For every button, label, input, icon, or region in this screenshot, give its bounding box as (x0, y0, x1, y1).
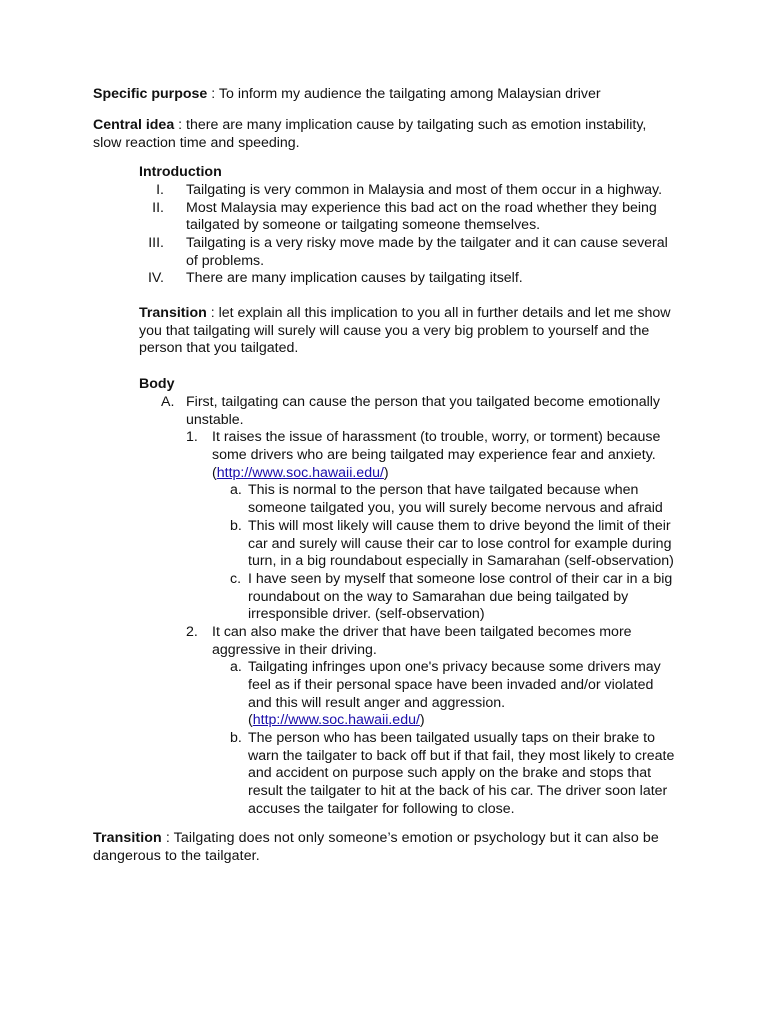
intro-item-2 (0, 200, 768, 218)
outline-marker: A. (161, 394, 175, 410)
transition-1-line-3: person that you tailgated. (139, 340, 299, 357)
intro-item-1 (0, 182, 768, 200)
outline-text: accuses the tailgater for following to close. (248, 800, 515, 817)
body-point-a-1-source (0, 465, 768, 483)
source-link[interactable]: http://www.soc.hawaii.edu/ (252, 712, 420, 729)
intro-item-number: II. (152, 199, 164, 216)
outline-text: The person who has been tailgated usually taps on their brake to (248, 730, 655, 747)
outline-text: I have seen by myself that someone lose control of their car in a big (248, 570, 673, 587)
intro-item-3-cont (0, 253, 768, 271)
specific-purpose-text: : To inform my audience the tailgating among Malaysian driver (207, 86, 601, 102)
body-point-a-1-c (0, 571, 768, 589)
transition-1-line-2: you that tailgating will surely will cause you a very big problem to yourself and the (139, 322, 650, 339)
outline-text: This is normal to the person that have tailgated because when (248, 482, 639, 499)
body-point-a-2 (0, 624, 768, 642)
introduction-heading (139, 164, 739, 182)
outline-text: This will most likely will cause them to drive beyond the limit of their (248, 517, 671, 534)
body-title: Body (139, 376, 175, 392)
intro-item-4 (0, 270, 768, 288)
intro-item-number: IV. (147, 270, 164, 287)
specific-purpose (93, 86, 693, 104)
intro-item-2-cont (0, 217, 768, 235)
specific-purpose-label: Specific purpose (93, 86, 208, 102)
outline-text: aggressive in their driving. (212, 641, 377, 658)
transition-2 (93, 830, 693, 865)
transition-2-line-2: dangerous to the tailgater. (93, 847, 260, 864)
paren-close: ) (383, 464, 389, 481)
body-point-a-2-b-cont-4 (0, 801, 768, 819)
outline-marker: b. (230, 730, 242, 747)
body-outline (0, 394, 768, 819)
transition-1-label: Transition (139, 305, 207, 321)
transition-2-label: Transition (93, 830, 162, 846)
intro-item-number: I. (156, 182, 164, 198)
body-point-a-2-b-cont-2 (0, 765, 768, 783)
outline-text: turn, in a big roundabout especially in Samarahan (self-observation) (248, 553, 674, 570)
outline-text: Tailgating infringes upon one's privacy because some drivers may (248, 659, 661, 676)
outline-text: roundabout on the way to Samarahan due being tailgated by (248, 588, 629, 605)
outline-text: First, tailgating can cause the person that you tailgated become emotionally (186, 394, 660, 410)
body-point-a-2-cont (0, 642, 768, 660)
outline-text: irresponsible driver. (self-observation) (248, 606, 485, 623)
body-point-a-1-cont (0, 447, 768, 465)
intro-item-text: Most Malaysia may experience this bad act on the road whether they being (186, 199, 657, 216)
outline-marker: 1. (186, 429, 198, 446)
body-point-a-2-a-source (0, 712, 768, 730)
outline-marker: a. (230, 659, 242, 676)
intro-item-text: Tailgating is very common in Malaysia and most of them occur in a highway. (186, 182, 663, 198)
intro-item-text: There are many implication causes by tailgating itself. (186, 270, 523, 287)
body-point-a-cont (0, 412, 768, 430)
intro-item-text: Tailgating is a very risky move made by the tailgater and it can cause several (186, 235, 668, 252)
outline-text: and this will result anger and aggression. (248, 694, 506, 711)
body-point-a-2-b (0, 730, 768, 748)
outline-text: feel as if their personal space have been invaded and/or violated (248, 677, 654, 693)
outline-text: It raises the issue of harassment (to trouble, worry, or torment) because (212, 429, 661, 446)
source-link[interactable]: http://www.soc.hawaii.edu/ (216, 464, 384, 481)
transition-1-line-1: : let explain all this implication to you all in further details and let me show (206, 305, 671, 321)
outline-marker: b. (230, 517, 242, 534)
central-idea (93, 117, 693, 152)
body-point-a-1-b-cont-1 (0, 536, 768, 554)
body-point-a-1 (0, 429, 768, 447)
transition-2-line-1: : Tailgating does not only someone’s emotion or psychology but it can also be (161, 830, 659, 846)
body-point-a-2-b-cont-1 (0, 748, 768, 766)
intro-item-number: III. (148, 235, 164, 252)
body-point-a-1-a (0, 482, 768, 500)
body-point-a-1-c-cont-2 (0, 606, 768, 624)
outline-text: someone tailgated you, you will surely become nervous and afraid (248, 500, 663, 517)
body-point-a-1-c-cont-1 (0, 589, 768, 607)
outline-text: warn the tailgater to back off but if that fail, they most likely to create (248, 747, 675, 764)
outline-text: result the tailgater to hit at the back of his car. The driver soon later (248, 783, 668, 800)
paren-close: ) (419, 712, 425, 729)
intro-item-3 (0, 235, 768, 253)
body-point-a-2-a-cont-2 (0, 695, 768, 713)
transition-1 (139, 305, 699, 358)
outline-marker: a. (230, 482, 242, 499)
introduction-title: Introduction (139, 164, 222, 180)
body-point-a-1-a-cont (0, 500, 768, 518)
outline-text: some drivers who are being tailgated may experience fear and anxiety. (212, 447, 656, 464)
outline-marker: 2. (186, 623, 198, 640)
body-heading (139, 376, 739, 394)
paren-open: ( (212, 464, 217, 481)
body-point-a (0, 394, 768, 412)
intro-item-text: tailgated by someone or tailgating someone themselves. (186, 217, 541, 234)
central-idea-line-1: : there are many implication cause by tailgating such as emotion instability, (174, 117, 647, 133)
introduction-list (0, 182, 768, 288)
outline-text: unstable. (186, 411, 244, 428)
outline-marker: c. (230, 570, 242, 587)
central-idea-line-2: slow reaction time and speeding. (93, 134, 300, 151)
body-point-a-2-b-cont-3 (0, 783, 768, 801)
outline-text: car and surely will cause their car to lose control for example during (248, 535, 672, 552)
body-point-a-2-a (0, 659, 768, 677)
paren-open: ( (248, 712, 253, 729)
body-point-a-2-a-cont-1 (0, 677, 768, 695)
body-point-a-1-b (0, 518, 768, 536)
intro-item-text: of problems. (186, 252, 265, 269)
outline-text: and accident on purpose such apply on the brake and stops that (248, 765, 652, 782)
outline-text: It can also make the driver that have been tailgated becomes more (212, 623, 632, 640)
body-point-a-1-b-cont-2 (0, 553, 768, 571)
central-idea-label: Central idea (93, 117, 175, 133)
